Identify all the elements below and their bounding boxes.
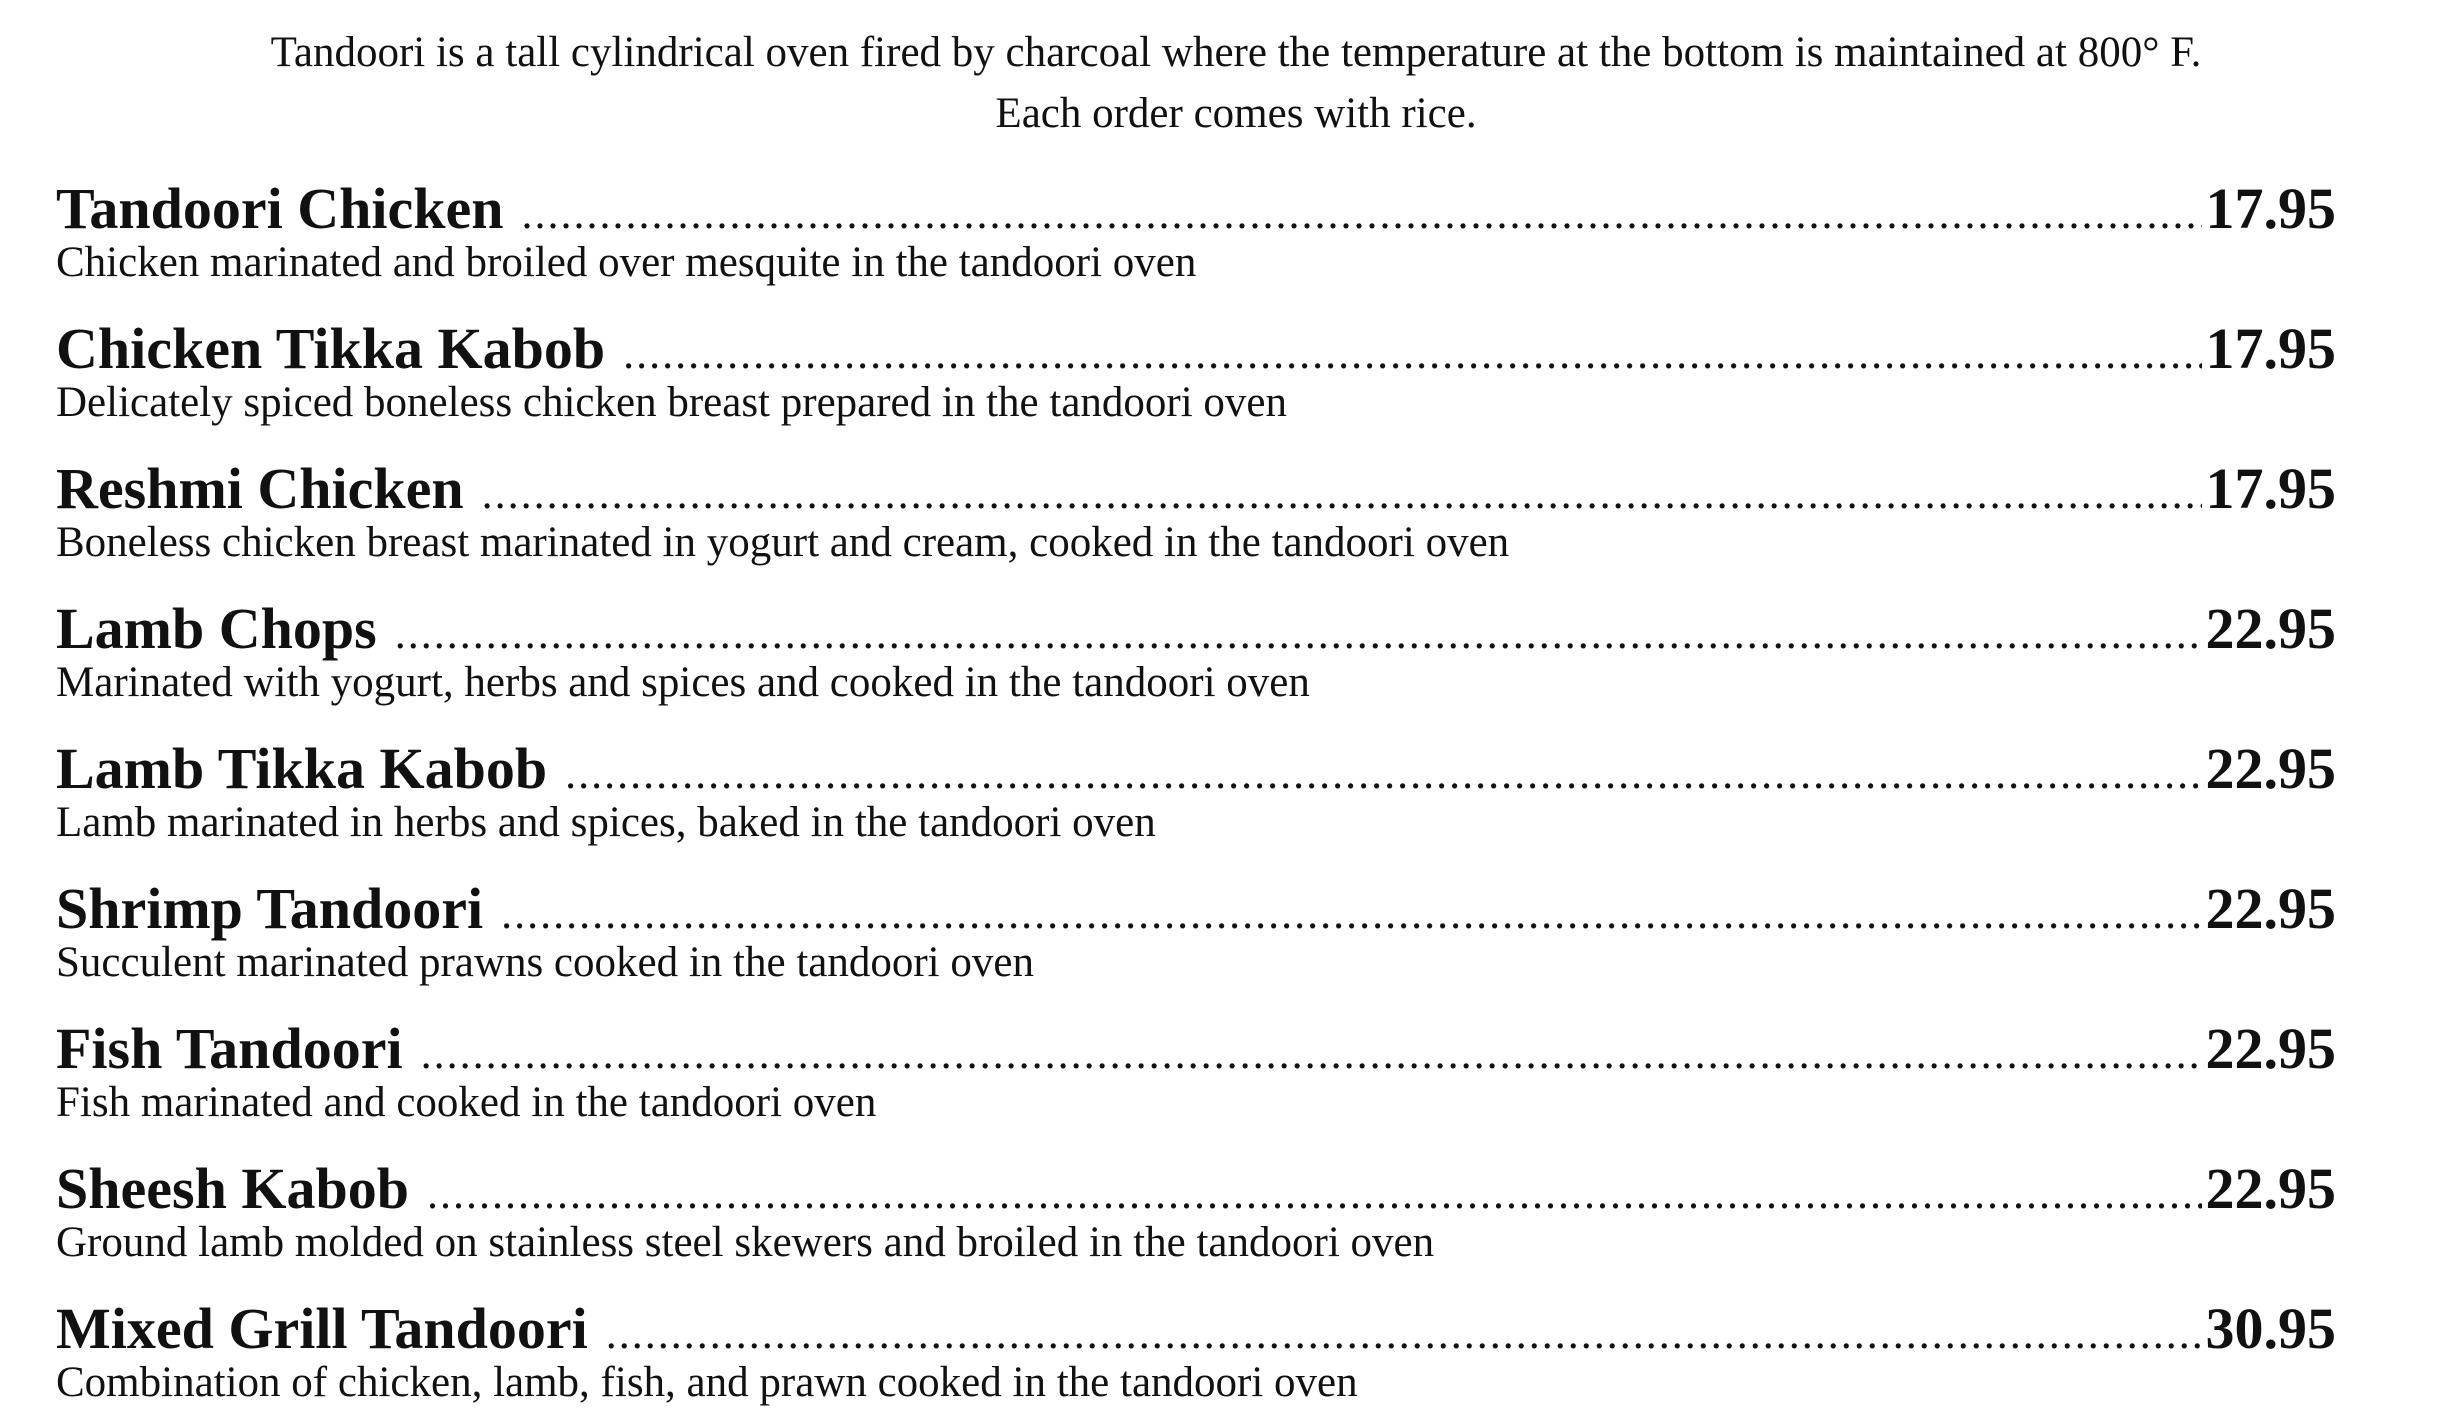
menu-item	[56, 426, 2336, 570]
dot-leader	[482, 472, 2202, 516]
intro-line-2: Each order comes with rice.	[995, 90, 1477, 137]
tandoori-menu	[56, 22, 2336, 1410]
menu-item-price: 22.95	[2205, 1156, 2336, 1221]
menu-item-description: Chicken marinated and broiled over mesquite in the tandoori oven	[56, 239, 1197, 286]
menu-item-name: Fish Tandoori	[56, 1016, 403, 1081]
menu-item	[56, 286, 2336, 430]
menu-item-description: Lamb marinated in herbs and spices, baked in the tandoori oven	[56, 799, 1156, 846]
menu-item-price: 22.95	[2205, 596, 2336, 661]
dot-leader	[522, 192, 2202, 236]
menu-item-name: Reshmi Chicken	[56, 456, 464, 521]
menu-item-name: Mixed Grill Tandoori	[56, 1296, 588, 1361]
menu-item-price: 30.95	[2205, 1296, 2336, 1361]
menu-intro	[56, 22, 2336, 144]
menu-item-description: Combination of chicken, lamb, fish, and prawn cooked in the tandoori oven	[56, 1359, 1358, 1406]
menu-item-name: Tandoori Chicken	[56, 176, 504, 241]
menu-item-price: 22.95	[2205, 736, 2336, 801]
menu-item-description: Marinated with yogurt, herbs and spices and cooked in the tandoori oven	[56, 659, 1310, 706]
dot-leader	[606, 1312, 2202, 1356]
menu-item	[56, 846, 2336, 990]
menu-item	[56, 1266, 2336, 1410]
menu-item-name: Lamb Tikka Kabob	[56, 736, 548, 801]
menu-item	[56, 986, 2336, 1130]
menu-item-description: Delicately spiced boneless chicken breast prepared in the tandoori oven	[56, 379, 1288, 426]
dot-leader	[395, 612, 2202, 656]
menu-item-name: Chicken Tikka Kabob	[56, 316, 606, 381]
menu-item-description: Succulent marinated prawns cooked in the tandoori oven	[56, 939, 1034, 986]
dot-leader	[565, 752, 2201, 796]
menu-item	[56, 706, 2336, 850]
dot-leader	[623, 332, 2201, 376]
menu-item-name: Lamb Chops	[56, 596, 377, 661]
menu-item-price: 17.95	[2205, 456, 2336, 521]
menu-item	[56, 566, 2336, 710]
dot-leader	[421, 1032, 2202, 1076]
menu-item-price: 17.95	[2205, 176, 2336, 241]
menu-item-description: Ground lamb molded on stainless steel skewers and broiled in the tandoori oven	[56, 1219, 1435, 1266]
menu-item	[56, 1126, 2336, 1270]
intro-line-1: Tandoori is a tall cylindrical oven fired by charcoal where the temperature at the bottom is maintained at 800° F.	[270, 29, 2202, 76]
menu-item-price: 22.95	[2205, 1016, 2336, 1081]
dot-leader	[427, 1172, 2202, 1216]
menu-item-price: 17.95	[2205, 316, 2336, 381]
menu-item	[56, 146, 2336, 290]
menu-item-name: Shrimp Tandoori	[56, 876, 484, 941]
menu-item-description: Boneless chicken breast marinated in yogurt and cream, cooked in the tandoori oven	[56, 519, 1510, 566]
menu-item-name: Sheesh Kabob	[56, 1156, 409, 1221]
menu-item-description: Fish marinated and cooked in the tandoori oven	[56, 1079, 877, 1126]
menu-item-price: 22.95	[2205, 876, 2336, 941]
dot-leader	[501, 892, 2201, 936]
